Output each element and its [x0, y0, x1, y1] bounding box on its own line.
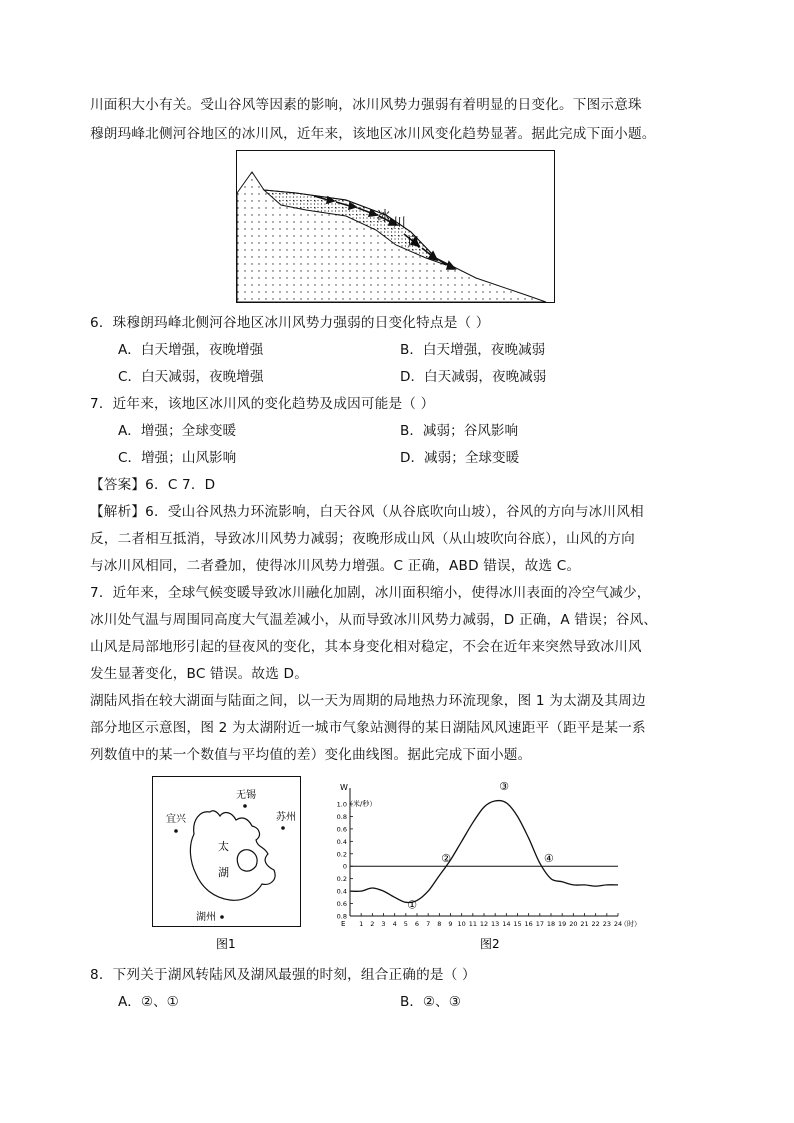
chart-marker-4: ④ [543, 852, 554, 866]
glacier-label-1: 冰 [377, 209, 391, 224]
wind-anomaly-chart [328, 779, 641, 960]
yixing-dot [174, 829, 178, 833]
suzhou-dot [281, 826, 285, 830]
x-tick-label: 13 [491, 920, 500, 928]
answer-line: 【答案】6．C 7．D [90, 477, 216, 493]
huzhou-dot [220, 915, 224, 919]
taihu-map-figure [152, 776, 302, 956]
chart-marker-3: ③ [499, 779, 510, 793]
x-tick-label: 12 [479, 920, 489, 928]
x-tick-label: 17 [535, 920, 544, 928]
x-tick-label: 18 [546, 920, 556, 928]
q7-option-c[interactable]: C．增强；山风影响 [118, 450, 237, 466]
glacier-wind-diagram [236, 150, 556, 305]
chart-ticks [337, 801, 622, 929]
x-tick-label: 15 [513, 920, 522, 928]
y-tick-label: 0.8 [336, 812, 347, 821]
y-tick-label: 0.4 [336, 837, 347, 846]
lake-label-2: 湖 [218, 866, 229, 879]
x-tick-label: 7 [426, 920, 431, 928]
wuxi-dot [243, 804, 247, 808]
intro2-line-3: 列数值中的某一个数值与平均值的差）变化曲线图。据此完成下面小题。 [90, 747, 532, 763]
x-tick-label: 5 [403, 920, 408, 928]
x-tick-label: 19 [558, 920, 567, 928]
q8-option-a[interactable]: A．②、① [118, 994, 179, 1010]
q7-stem: 7．近年来，该地区冰川风的变化趋势及成因可能是（ ） [90, 396, 435, 412]
lake-label-1: 太 [218, 840, 229, 853]
intro1-line-2: 穆朗玛峰北侧河谷地区的冰川风，近年来，该地区冰川风变化趋势显著。据此完成下面小题。 [90, 126, 656, 142]
x-tick-label: 14 [502, 920, 511, 928]
q6-option-c[interactable]: C．白天减弱，夜晚增强 [118, 369, 264, 385]
q7-option-b[interactable]: B．减弱；谷风影响 [400, 423, 519, 439]
analysis-line-1: 【解析】6．受山谷风热力环流影响，白天谷风（从谷底吹向山坡），谷风的方向与冰川风相 [90, 504, 644, 520]
analysis-line-7: 发生显著变化，BC 错误。故选 D。 [90, 666, 309, 682]
x-tick-label: 24 [613, 920, 623, 928]
chart-marker-2: ② [441, 852, 451, 866]
y-tick-label: 0.2 [336, 850, 347, 859]
x-tick-label: 8 [437, 920, 442, 928]
x-tick-label: 4 [392, 920, 397, 928]
q8-option-b[interactable]: B．②、③ [400, 994, 461, 1010]
fig2-caption: 图2 [480, 937, 500, 951]
y-axis-letter: W [340, 783, 348, 792]
y-tick-label: 0.8 [336, 912, 347, 921]
y-tick-label: 0.6 [336, 825, 347, 834]
glacier-label-3: 风 [407, 236, 421, 251]
x-tick-label: 3 [381, 920, 386, 928]
y-tick-label: 0 [342, 862, 347, 871]
intro1-line-1: 川面积大小有关。受山谷风等因素的影响，冰川风势力强弱有着明显的日变化。下图示意珠 [90, 97, 642, 113]
analysis-line-3: 与冰川风相同，二者叠加，使得冰川风势力增强。C 正确，ABD 错误，故选 C。 [90, 558, 581, 574]
fig1-caption: 图1 [216, 937, 236, 951]
x-tick-label: 9 [448, 920, 453, 928]
q8-stem: 8．下列关于湖风转陆风及湖风最强的时刻，组合正确的是（ ） [90, 967, 476, 983]
city-yixing: 宜兴 [166, 814, 186, 825]
x-tick-label: 20 [569, 920, 578, 928]
analysis-line-6: 山风是局部地形引起的昼夜风的变化，其本身变化相对稳定，不会在近年来突然导致冰川风 [90, 639, 642, 655]
y-tick-label: 1.0 [336, 800, 347, 809]
glacier-label-2: 川 [393, 216, 407, 231]
x-tick-label: 23 [602, 920, 611, 928]
analysis-line-5: 冰川处气温与周围同高度大气温差减小，从而导致冰川风势力减弱，D 正确，A 错误；谷风、 [90, 612, 658, 628]
y-tick-label: 0.4 [336, 887, 347, 896]
y-tick-label: 0.6 [336, 900, 347, 909]
q6-option-d[interactable]: D．白天减弱，夜晚减弱 [400, 369, 547, 385]
x-tick-label: 22 [591, 920, 600, 928]
y-tick-label: 0.2 [336, 875, 347, 884]
intro2-line-2: 部分地区示意图，图 2 为太湖附近一城市气象站测得的某日湖陆风风速距平（距平是某一系 [90, 720, 646, 736]
analysis-line-2: 反，二者相互抵消，导致冰川风势力减弱；夜晚形成山风（从山坡吹向谷底），山风的方向 [90, 531, 635, 547]
q6-option-a[interactable]: A．白天增强，夜晚增强 [118, 342, 264, 358]
city-huzhou: 湖州 [196, 912, 216, 923]
y-axis-unit: （米/秒） [346, 800, 377, 808]
x-axis-unit: （时） [620, 920, 641, 928]
x-tick-label: 16 [524, 920, 533, 928]
x-tick-label: 6 [414, 920, 420, 928]
x-tick-label: 21 [580, 920, 589, 928]
x-origin-letter: E [341, 920, 346, 928]
analysis-line-4: 7．近年来，全球气候变暖导致冰川融化加剧，冰川面积缩小，使得冰川表面的冷空气减少， [90, 585, 651, 601]
x-tick-label: 2 [370, 920, 375, 928]
q7-option-a[interactable]: A．增强；全球变暖 [118, 423, 237, 439]
city-suzhou: 苏州 [276, 812, 296, 823]
x-tick-label: 11 [468, 920, 477, 928]
q7-option-d[interactable]: D．减弱；全球变暖 [400, 450, 520, 466]
x-tick-label: 1 [359, 920, 364, 928]
wind-anomaly-series-line [350, 801, 618, 903]
chart-marker-1: ① [407, 898, 418, 912]
city-wuxi: 无锡 [236, 790, 256, 801]
q6-stem: 6．珠穆朗玛峰北侧河谷地区冰川风势力强弱的日变化特点是（ ） [90, 315, 490, 331]
x-tick-label: 10 [457, 920, 466, 928]
q6-option-b[interactable]: B．白天增强，夜晚减弱 [400, 342, 546, 358]
intro2-line-1: 湖陆风指在较大湖面与陆面之间，以一天为周期的局地热力环流现象，图 1 为太湖及其周边 [90, 693, 646, 709]
